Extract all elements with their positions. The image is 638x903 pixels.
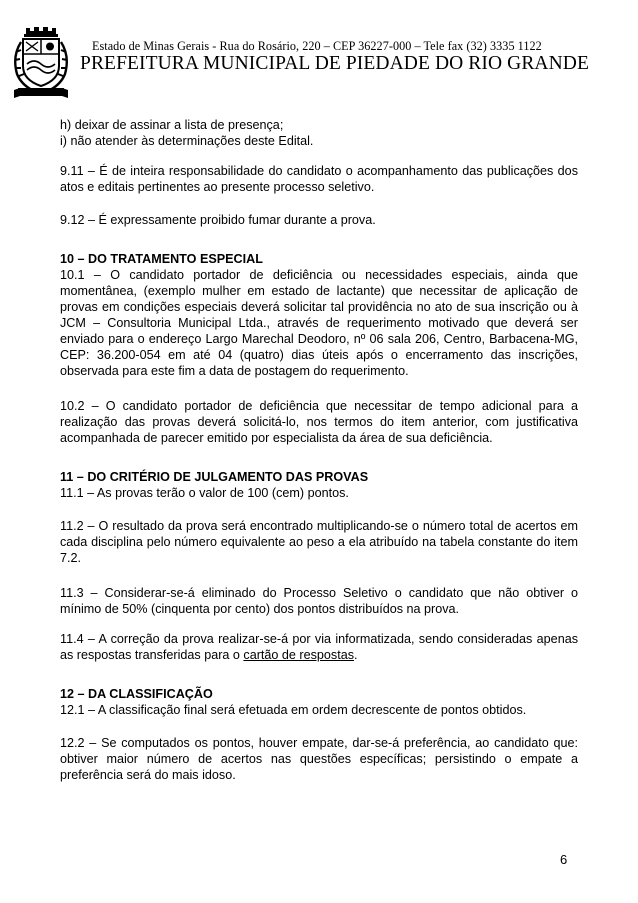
letterhead-address: Estado de Minas Gerais - Rua do Rosário, 220 – CEP 36227-000 – Tele fax (32) 3335 1122 (92, 39, 542, 53)
paragraph-11-2: 11.2 – O resultado da prova será encontrado multiplicando-se o número total de acertos em cada disciplina pelo número equivalente ao peso a ela atribuído na tabela constante do item 7.2. (60, 519, 578, 565)
letterhead (0, 0, 638, 110)
section-12-title: 12 – DA CLASSIFICAÇÃO (60, 687, 213, 701)
document-body (60, 117, 578, 783)
letterhead-title: PREFEITURA MUNICIPAL DE PIEDADE DO RIO GRANDE (80, 53, 589, 74)
answer-card-term: cartão de respostas (243, 648, 355, 662)
paragraph-10-2: 10.2 – O candidato portador de deficiência que necessitar de tempo adicional para a realização das provas deverá solicitá-lo, nos termos do item anterior, com justificativa acompanhada de parecer emitido por especialista da área de sua deficiência. (60, 399, 578, 445)
paragraph-9-11: 9.11 – É de inteira responsabilidade do candidato o acompanhamento das publicações dos atos e editais pertinentes ao presente processo seletivo. (60, 164, 578, 194)
page-number: 6 (560, 852, 568, 867)
paragraph-11-4-text: 11.4 – A correção da prova realizar-se-á por via informatizada, sendo consideradas apenas as respostas transferidas para o (60, 632, 578, 662)
section-10-title: 10 – DO TRATAMENTO ESPECIAL (60, 252, 263, 266)
item-i: i) não atender às determinações deste Edital. (60, 134, 314, 148)
coat-of-arms-icon (12, 24, 70, 104)
paragraph-11-1: 11.1 – As provas terão o valor de 100 (cem) pontos. (60, 486, 349, 500)
paragraph-12-1: 12.1 – A classificação final será efetuada em ordem decrescente de pontos obtidos. (60, 703, 527, 717)
paragraph-10-1: 10.1 – O candidato portador de deficiência ou necessidades especiais, ainda que momentânea, (exemplo mulher em estado de lactante) que necessitar de aplicação de provas em condições especiais deverá solicitar tal providência no ato de sua inscrição ou à JCM – Consultoria Municipal Ltda., através de requerimento motivado que deverá ser enviado para o endereço Largo Marechal Deodoro, nº 06 sala 206, Centro, Barbacena-MG, CEP: 36.200-054 em até 04 (quatro) dias úteis após o encerramento das inscrições, observada para este fim a data de postagem do requerimento. (60, 268, 578, 378)
paragraph-9-12: 9.12 – É expressamente proibido fumar durante a prova. (60, 213, 376, 227)
paragraph-12-2: 12.2 – Se computados os pontos, houver empate, dar-se-á preferência, ao candidato que: obtiver maior número de acertos nas questões específicas; persistindo o empate a preferência será do mais idoso. (60, 736, 578, 782)
paragraph-11-4-end: . (354, 648, 358, 662)
section-11-title: 11 – DO CRITÉRIO DE JULGAMENTO DAS PROVAS (60, 470, 369, 484)
paragraph-11-3: 11.3 – Considerar-se-á eliminado do Processo Seletivo o candidato que não obtiver o mínimo de 50% (cinquenta por cento) dos pontos distribuídos na prova. (60, 586, 578, 616)
item-h: h) deixar de assinar a lista de presença; (60, 118, 284, 132)
paragraph-11-4 (60, 631, 578, 663)
